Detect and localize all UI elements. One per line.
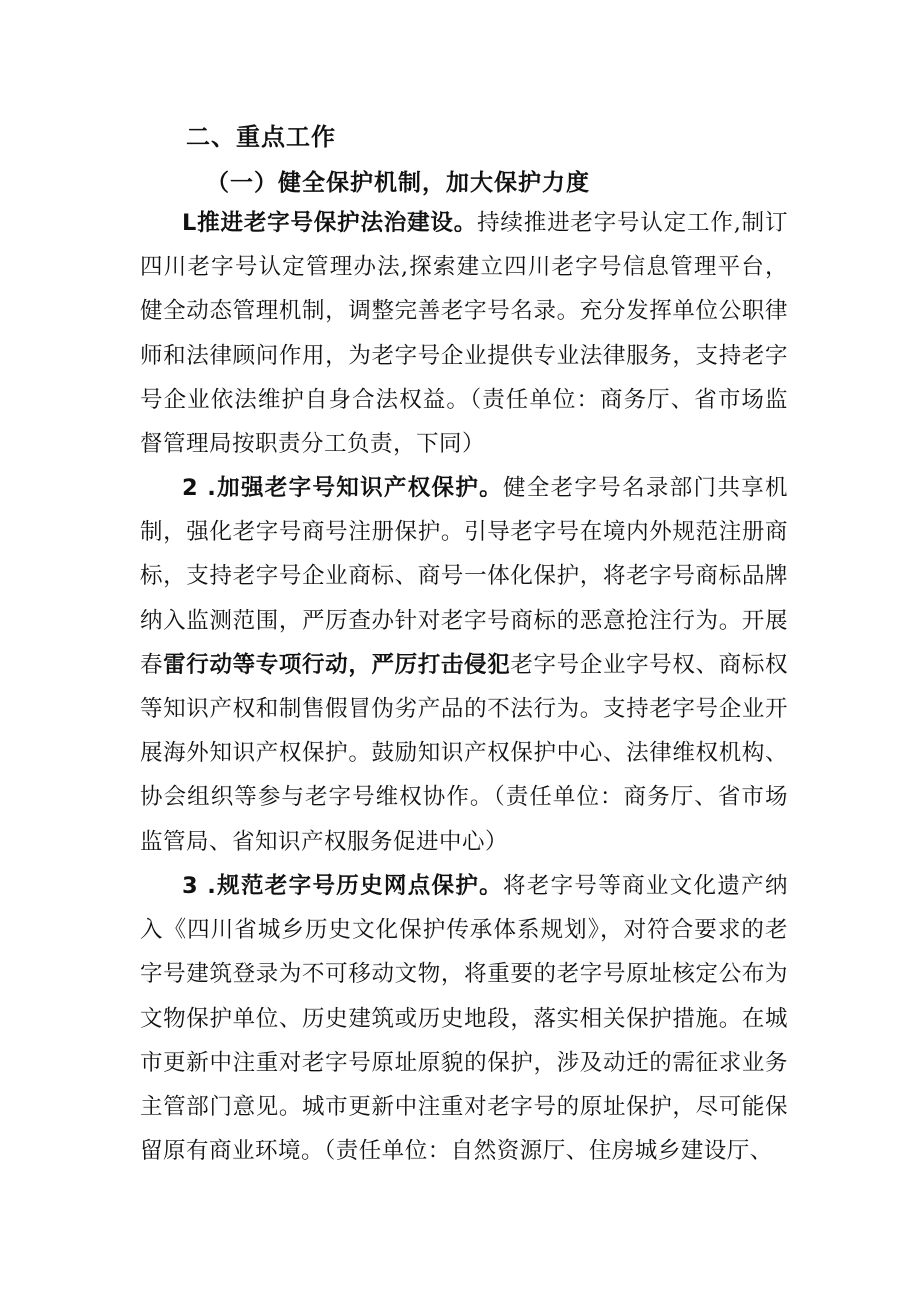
paragraph-1-lead: L推进老字号保护法治建设。 bbox=[182, 210, 478, 236]
paragraph-3 bbox=[140, 864, 788, 1173]
paragraph-2-body-b: 老字号企业字号权、商标权等知识产权和制售假冒伪劣产品的不法行为。支持老字号企业开展海外知识产权保护。鼓励知识产权保护中心、法律维权机构、协会组织等参与老字号维权协作。（责任单位：商务厅、省市场监管局、省知识产权服务促进中心） bbox=[140, 651, 788, 855]
sub-heading: （一）健全保护机制，加大保护力度 bbox=[206, 170, 590, 196]
paragraph-1 bbox=[140, 201, 788, 466]
paragraph-3-lead: 3 .规范老字号历史网点保护。 bbox=[182, 873, 503, 899]
section-heading: 二、重点工作 bbox=[186, 123, 336, 151]
paragraph-1-body: 持续推进老字号认定工作,制订四川老字号认定管理办法,探索建立四川老字号信息管理平台，健全动态管理机制，调整完善老字号名录。充分发挥单位公职律师和法律顾问作用，为老字号企业提供专业法律服务，支持老字号企业依法维护自身合法权益。（责任单位：商务厅、省市场监督管理局按职责分工负责，下同） bbox=[140, 210, 788, 458]
paragraph-2 bbox=[140, 466, 788, 864]
paragraph-2-lead: 2 .加强老字号知识产权保护。 bbox=[182, 475, 503, 501]
paragraph-2-bold-mid: 雷行动等专项行动，严厉打击侵犯 bbox=[163, 651, 511, 678]
paragraph-2-body-a: 健全老字号名录部门共享机制，强化老字号商号注册保护。引导老字号在境内外规范注册商标，支持老字号企业商标、商号一体化保护，将老字号商标品牌纳入监测范围，严厉查办针对老字号商标的恶意抢注行为。开展春 bbox=[140, 475, 788, 678]
paragraph-3-body: 将老字号等商业文化遗产纳入《四川省城乡历史文化保护传承体系规划》，对符合要求的老字号建筑登录为不可移动文物，将重要的老字号原址核定公布为文物保护单位、历史建筑或历史地段，落实相关保护措施。在城市更新中注重对老字号原址原貌的保护，涉及动迁的需征求业务主管部门意见。城市更新中注重对老字号的原址保护，尽可能保留原有商业环境。（责任单位：自然资源厅、住房城乡建设厅、 bbox=[140, 873, 788, 1165]
